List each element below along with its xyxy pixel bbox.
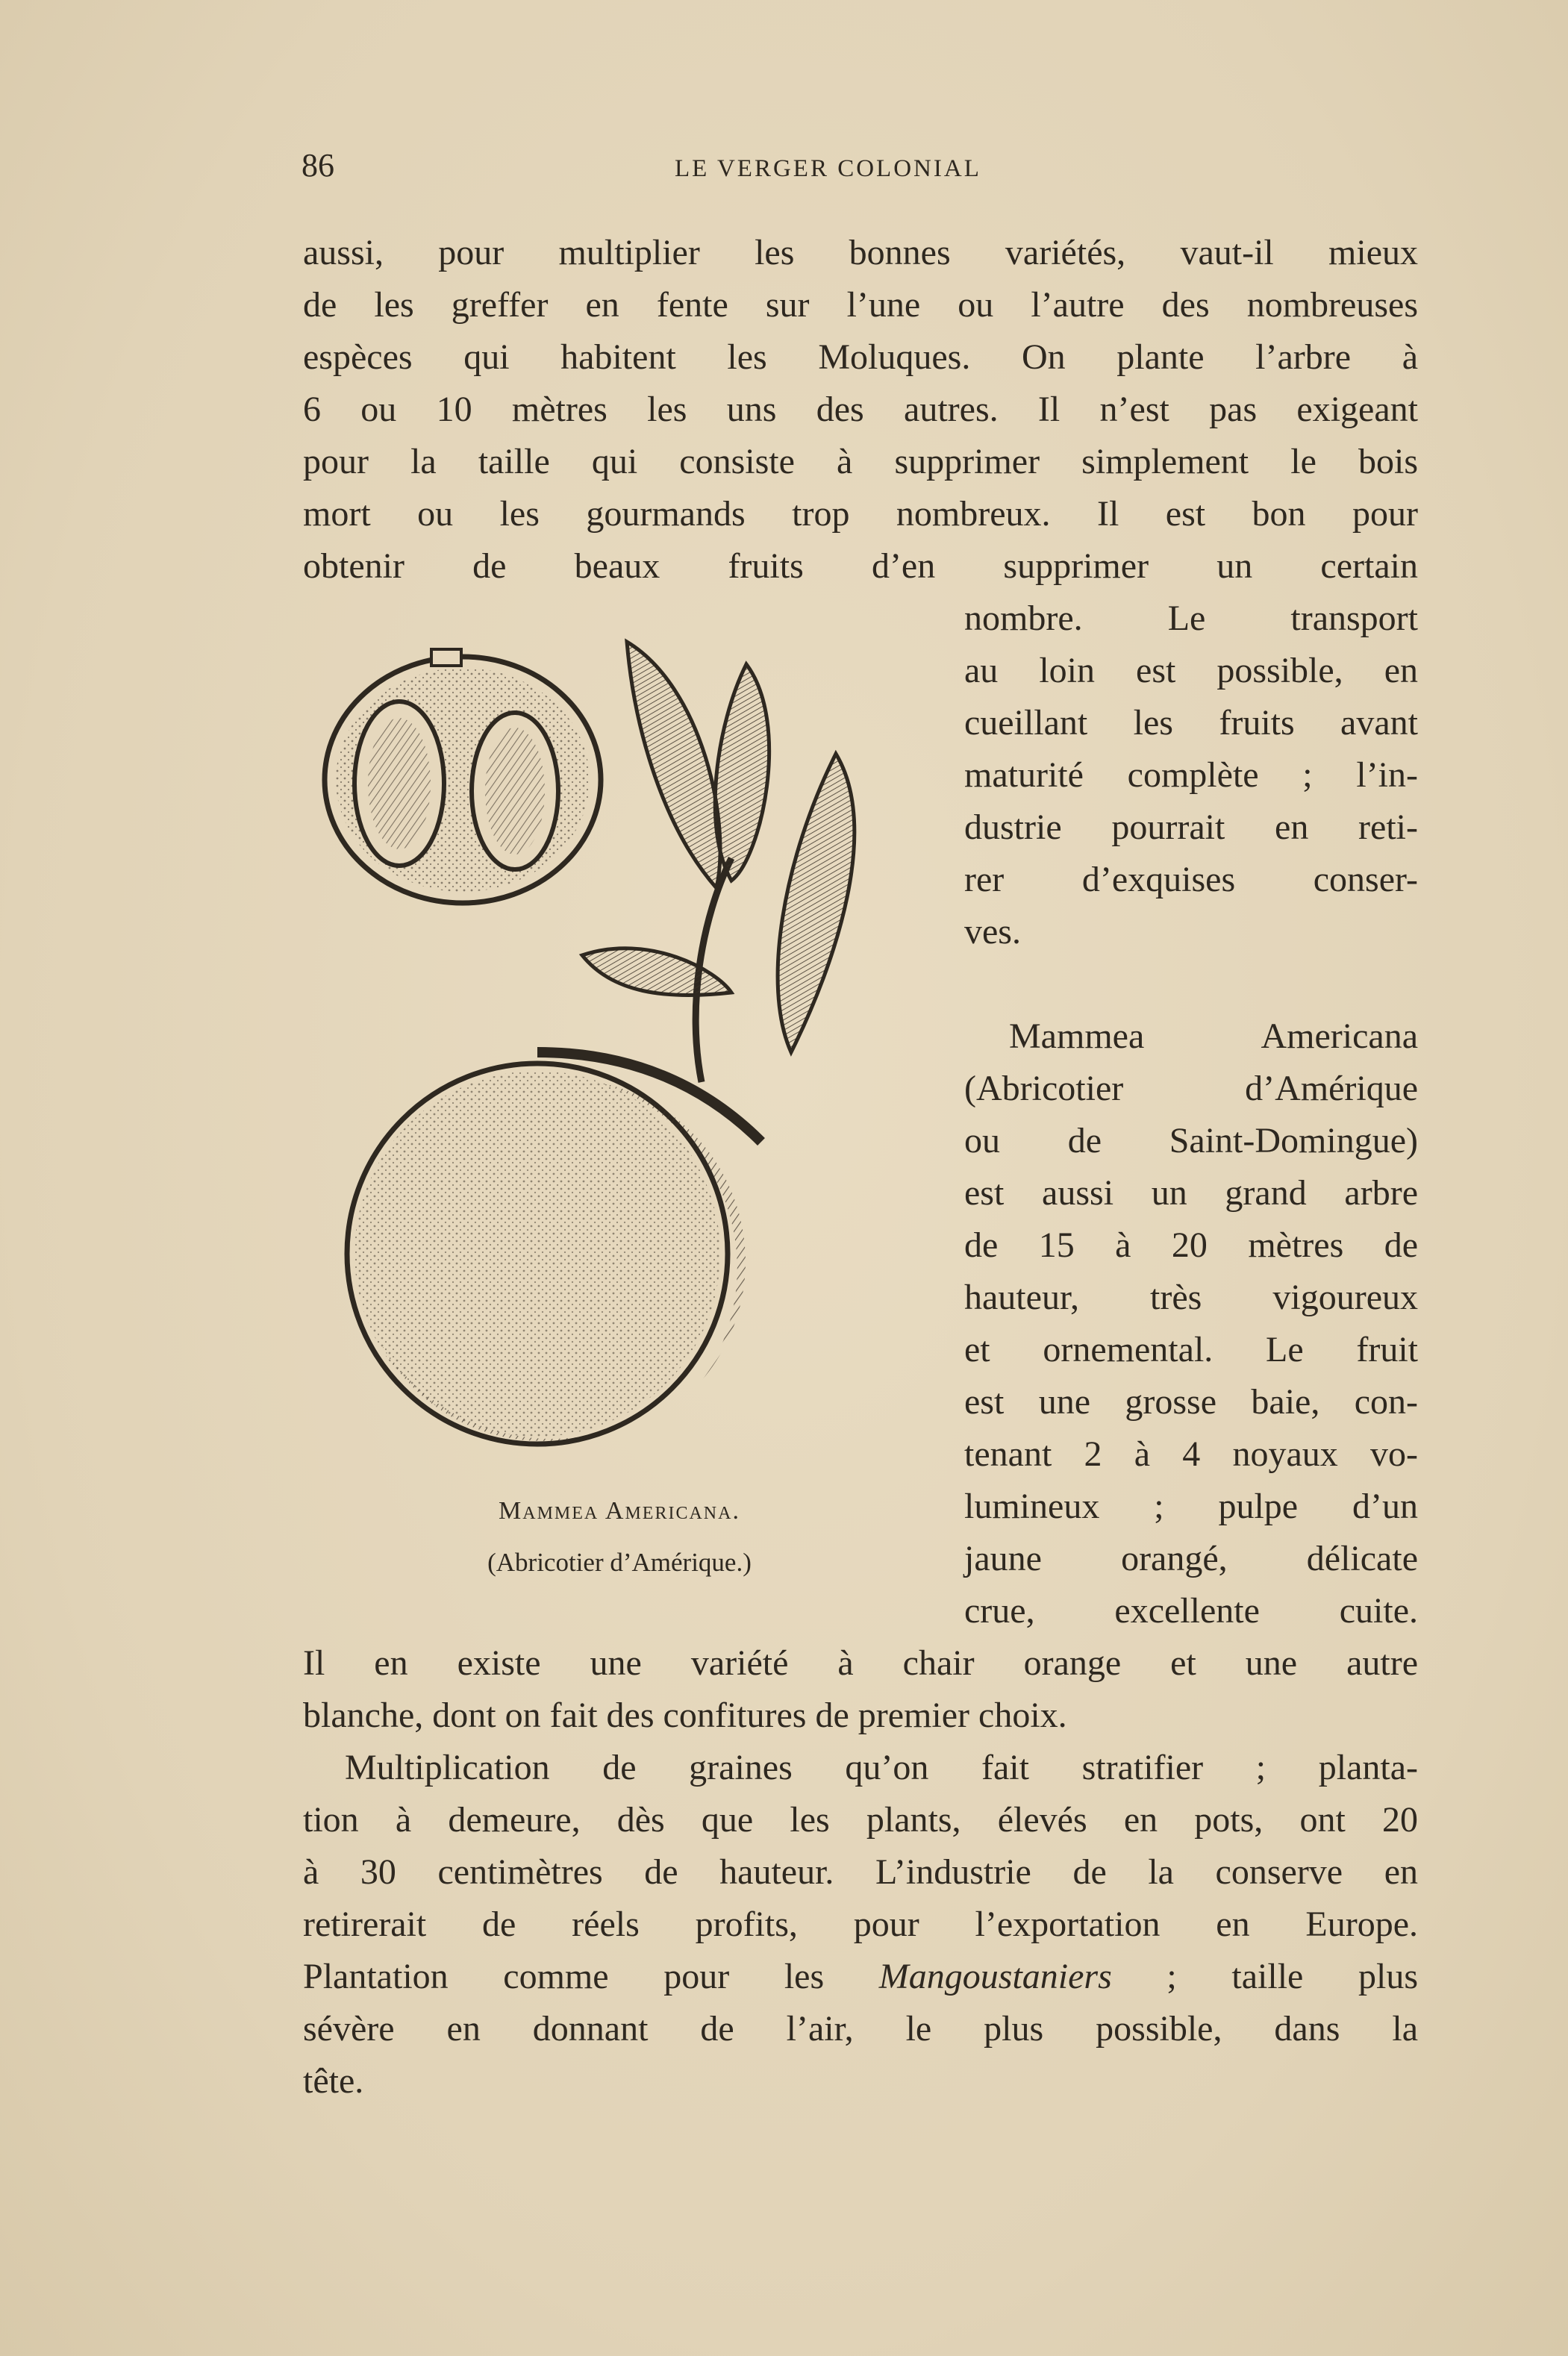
text-line: hauteur, très vigoureux (964, 1278, 1418, 1317)
text-line: ou de Saint-Domingue) (964, 1121, 1418, 1160)
text-line: tête. (303, 2061, 364, 2101)
text-line: est aussi un grand arbre (964, 1173, 1418, 1213)
figure-caption-title: Mammea Americana. (499, 1497, 740, 1525)
text-line: tion à demeure, dès que les plants, élevés en pots, ont 20 (303, 1800, 1418, 1840)
text-line: crue, excellente cuite. (964, 1591, 1418, 1631)
text-line: à 30 centimètres de hauteur. L’industrie de la conserve en (303, 1852, 1418, 1892)
text-line: nombre. Le transport (964, 599, 1418, 638)
text-line: lumineux ; pulpe d’un (964, 1487, 1418, 1526)
text-line: (Abricotier d’Amérique (964, 1069, 1418, 1108)
text-line: de les greffer en fente sur l’une ou l’autre des nombreuses (303, 285, 1418, 325)
text-line: 6 ou 10 mètres les uns des autres. Il n’est pas exigeant (303, 390, 1418, 429)
text-line: maturité complète ; l’in- (964, 755, 1418, 795)
text-line: est une grosse baie, con- (964, 1382, 1418, 1422)
text-line: tenant 2 à 4 noyaux vo- (964, 1434, 1418, 1474)
text-line: mort ou les gourmands trop nombreux. Il est bon pour (303, 494, 1418, 534)
line-text: Plantation comme pour les (303, 1957, 879, 1996)
page-header (302, 146, 1421, 199)
text-line: Multiplication de graines qu’on fait stratifier ; planta- (345, 1748, 1418, 1787)
fruit-illustration (313, 634, 925, 1478)
text-line: pour la taille qui consiste à supprimer simplement le bois (303, 442, 1418, 481)
halved-fruit (325, 649, 601, 903)
text-line: ves. (964, 912, 1021, 952)
figure-caption-subtitle: (Abricotier d’Amérique.) (487, 1548, 752, 1577)
text-line: Il en existe une variété à chair orange et une autre (303, 1643, 1418, 1683)
text-line: rer d’exquises conser- (964, 860, 1418, 899)
italic-term: Mangoustaniers (878, 1957, 1112, 1996)
running-title: LE VERGER COLONIAL (675, 155, 981, 182)
text-line: jaune orangé, délicate (964, 1539, 1418, 1578)
text-line: et ornemental. Le fruit (964, 1330, 1418, 1369)
text-line: aussi, pour multiplier les bonnes variétés, vaut-il mieux (303, 233, 1418, 272)
whole-fruit (347, 1063, 746, 1444)
page-number: 86 (302, 147, 334, 184)
text-line: au loin est possible, en (964, 651, 1418, 690)
text-line: cueillant les fruits avant (964, 703, 1418, 743)
species-heading: Mammea Americana (1009, 1016, 1418, 1056)
text-line: espèces qui habitent les Moluques. On plante l’arbre à (303, 337, 1418, 377)
text-line: obtenir de beaux fruits d’en supprimer un certain (303, 546, 1418, 586)
text-line: blanche, dont on fait des confitures de premier choix. (303, 1696, 1067, 1735)
text-line: de 15 à 20 mètres de (964, 1225, 1418, 1265)
text-line: sévère en donnant de l’air, le plus possible, dans la (303, 2009, 1418, 2049)
line-text: ; taille plus (1111, 1957, 1418, 1996)
text-line (303, 1954, 1418, 2000)
text-line: dustrie pourrait en reti- (964, 807, 1418, 847)
text-line: retirerait de réels profits, pour l’exportation en Europe. (303, 1905, 1418, 1944)
